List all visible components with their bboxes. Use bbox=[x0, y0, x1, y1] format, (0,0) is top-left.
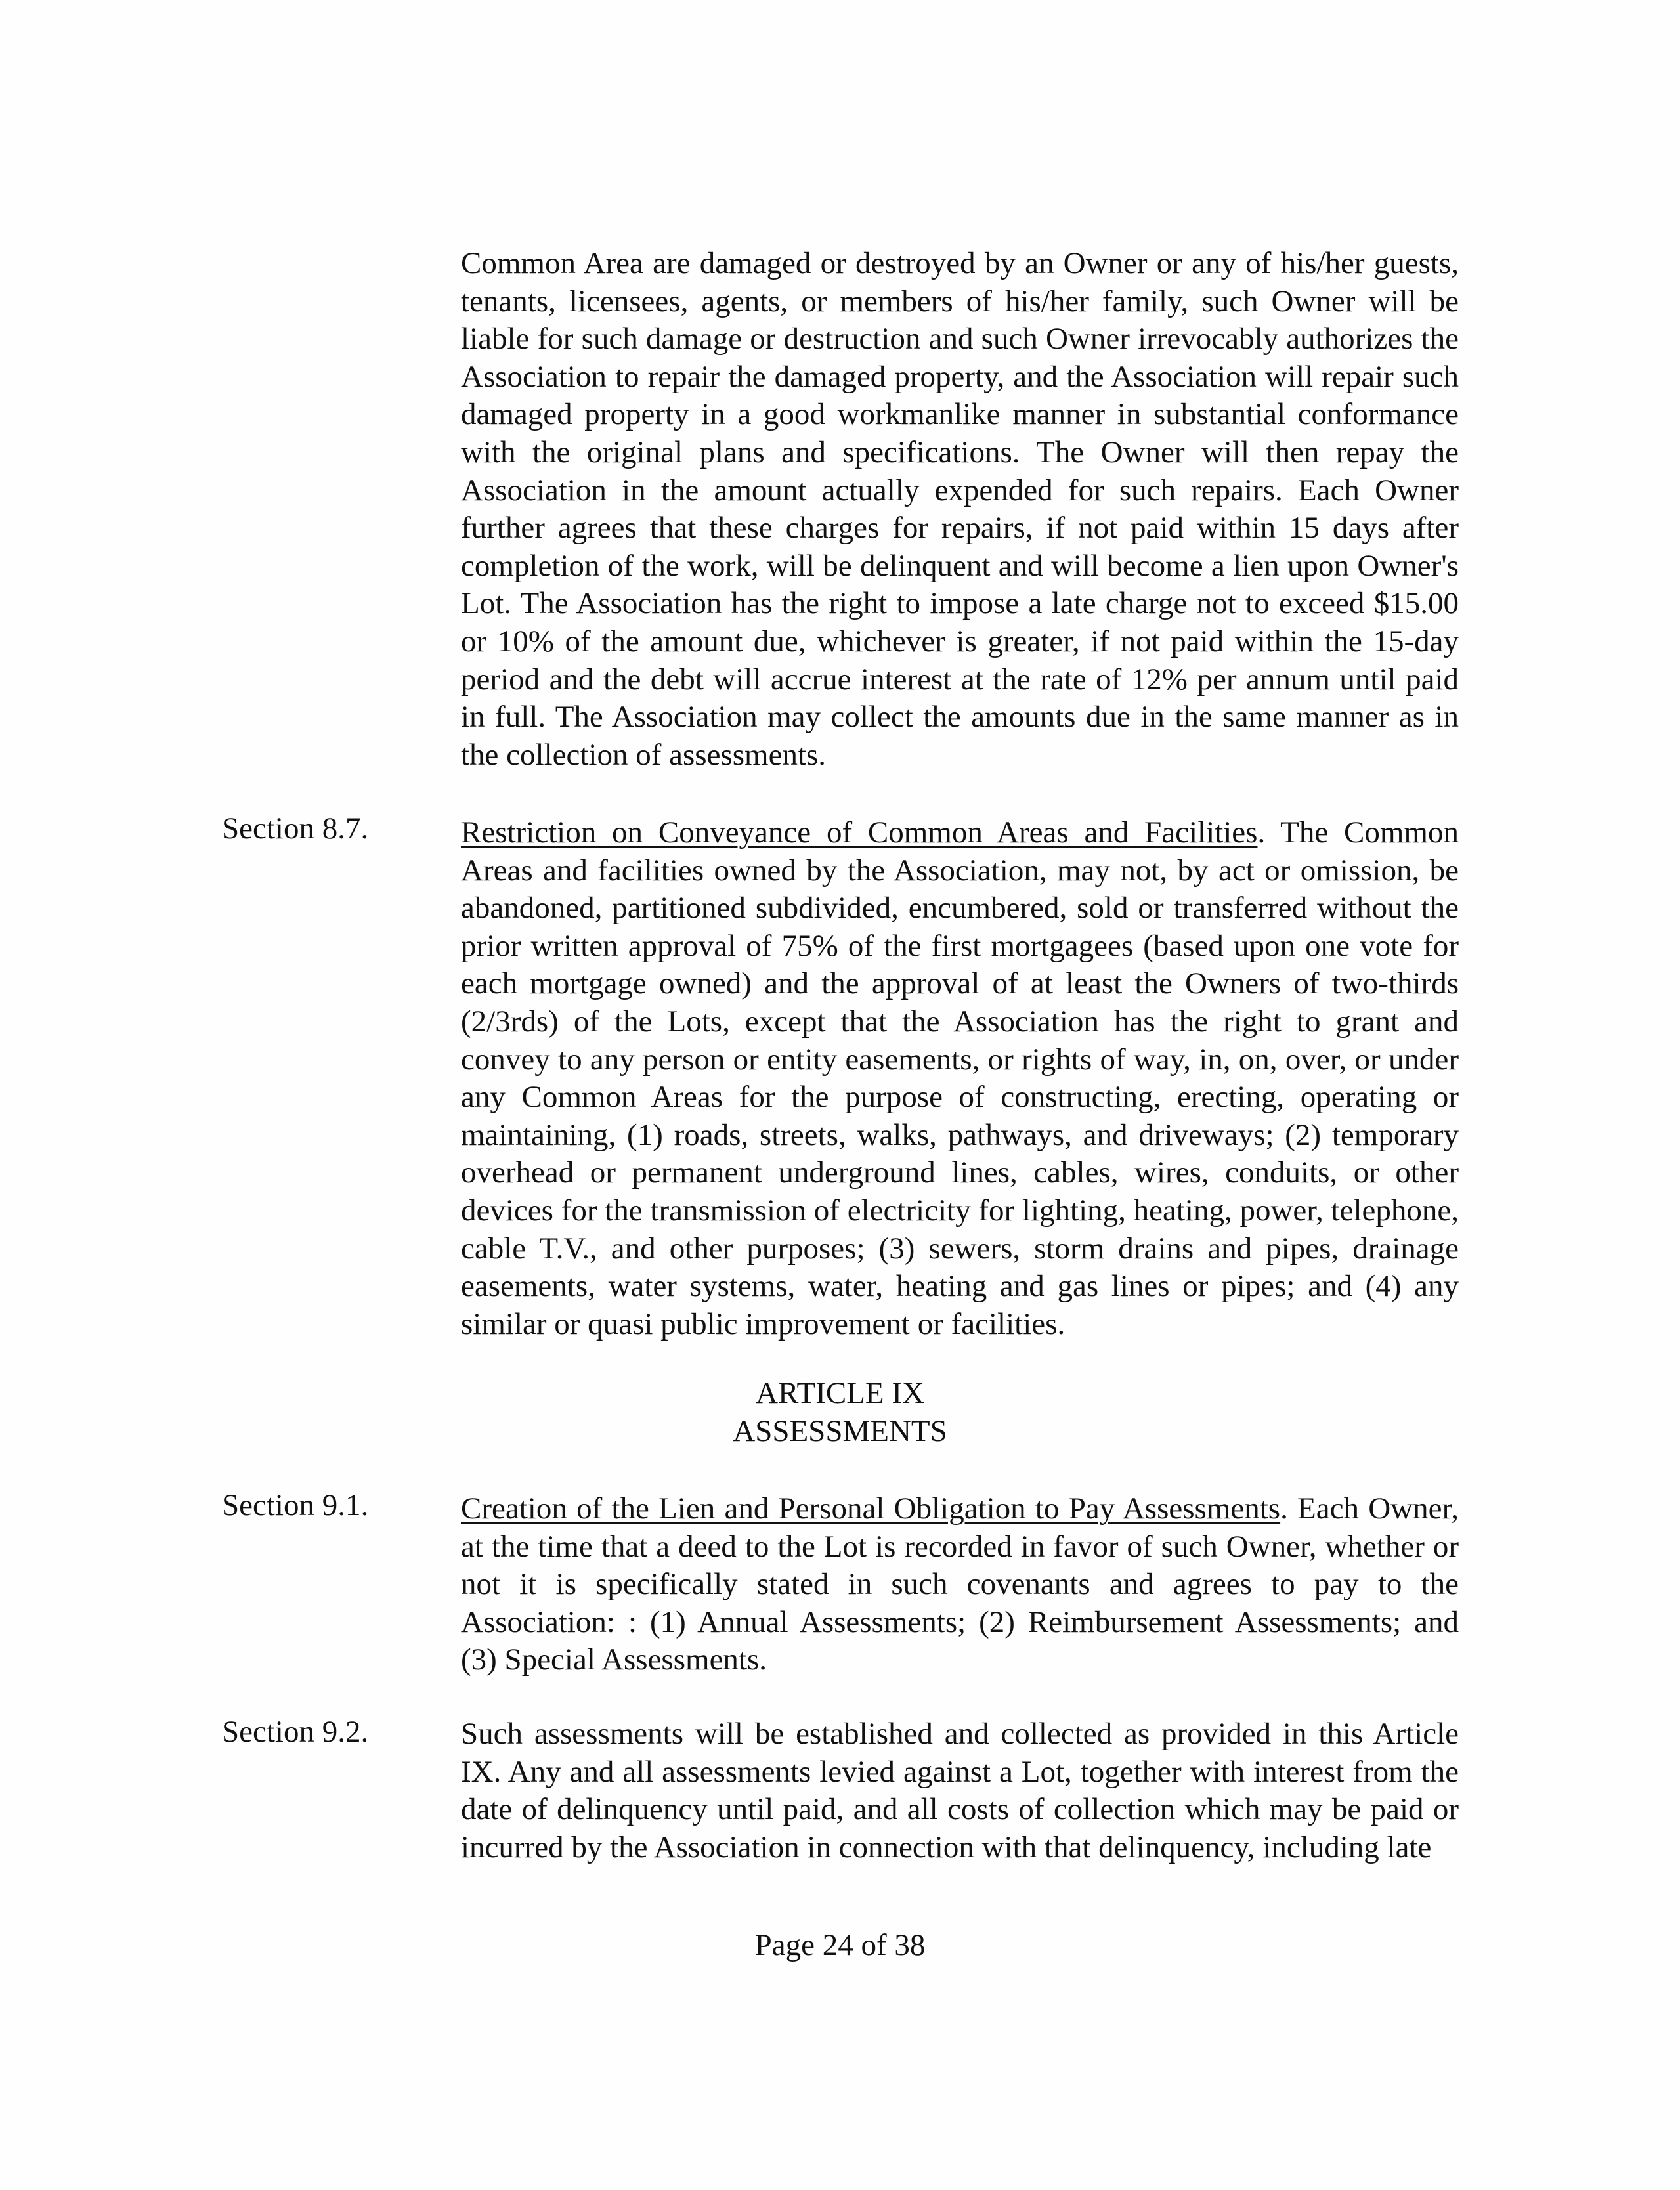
section-8-7-paragraph bbox=[461, 814, 1459, 1343]
section-9-1-heading-punct: . bbox=[1280, 1492, 1288, 1526]
section-9-2-label: Section 9.2. bbox=[222, 1715, 369, 1749]
page-footer: Page 24 of 38 bbox=[754, 1928, 926, 1962]
section-9-1-heading: Creation of the Lien and Personal Obligation to Pay Assessments bbox=[461, 1492, 1281, 1526]
section-9-1-paragraph bbox=[461, 1490, 1459, 1679]
continuation-text: Common Area are damaged or destroyed by an Owner or any of his/her guests, tenants, licensees, agents, or members of his/her family, such Owner will be liable for such damage or destruction and such Owner irrevocably authorizes the Association to repair the damaged property, and the Association will repair such damaged property in a good workmanlike manner in substantial conformance with the original plans and specifications. The Owner will then repay the Association in the amount actually expended for such repairs. Each Owner further agrees that these charges for repairs, if not paid within 15 days after completion of the work, will be delinquent and will become a lien upon Owner's Lot. The Association has the right to impose a late charge not to exceed $15.00 or 10% of the amount due, whichever is greater, if not paid within the 15-day period and the debt will accrue interest at the rate of 12% per annum until paid in full. The Association may collect the amounts due in the same manner as in the collection of assessments. bbox=[461, 246, 1459, 772]
section-9-2-paragraph bbox=[461, 1715, 1459, 1866]
section-8-7-label: Section 8.7. bbox=[222, 811, 369, 846]
section-8-7-heading-punct: . bbox=[1257, 815, 1266, 849]
article-number: ARTICLE IX bbox=[756, 1376, 924, 1410]
article-title: ASSESSMENTS bbox=[733, 1414, 947, 1448]
section-9-2-body: Such assessments will be established and collected as provided in this Article IX. Any and all assessments levied against a Lot, together with interest from the date of delinquency until paid, and all costs of collection which may be paid or incurred by the Association in connection with that delinquency, including late bbox=[461, 1717, 1459, 1864]
section-9-1-body: Each Owner, at the time that a deed to the Lot is recorded in favor of such Owner, whether or not it is specifically stated in such covenants and agrees to pay to the Association: : (1) Annual Assessments; (2) Reimbursement Assessments; and (3) Special Assessments. bbox=[461, 1492, 1459, 1677]
section-8-7-body: The Common Areas and facilities owned by the Association, may not, by act or omission, be abandoned, partitioned subdivided, encumbered, sold or transferred without the prior written approval of 75% of the first mortgagees (based upon one vote for each mortgage owned) and the approval of at least the Owners of two-thirds (2/3rds) of the Lots, except that the Association has the right to grant and convey to any person or entity easements, or rights of way, in, on, over, or under any Common Areas for the purpose of constructing, erecting, operating or maintaining, (1) roads, streets, walks, pathways, and driveways; (2) temporary overhead or permanent underground lines, cables, wires, conduits, or other devices for the transmission of electricity for lighting, heating, power, telephone, cable T.V., and other purposes; (3) sewers, storm drains and pipes, drainage easements, water systems, water, heating and gas lines or pipes; and (4) any similar or quasi public improvement or facilities. bbox=[461, 815, 1459, 1341]
section-9-1-label: Section 9.1. bbox=[222, 1488, 369, 1522]
section-8-7-heading: Restriction on Conveyance of Common Areas and Facilities bbox=[461, 815, 1258, 849]
continuation-paragraph bbox=[461, 245, 1459, 774]
